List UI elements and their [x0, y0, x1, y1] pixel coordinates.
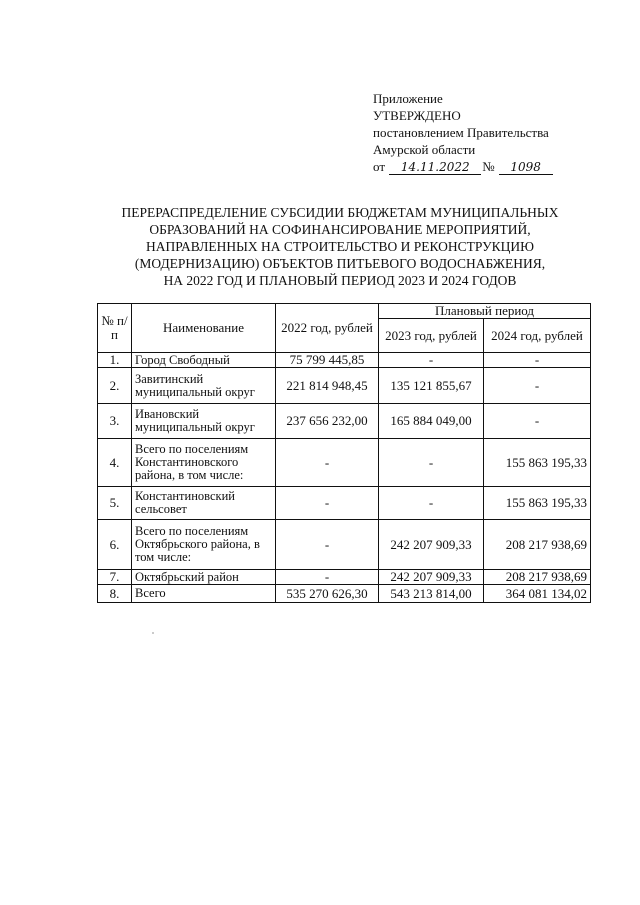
table-row	[98, 439, 591, 487]
table-row	[98, 368, 591, 404]
handwritten-date: 14.11.2022	[389, 160, 481, 175]
row-name: Ивановский муниципальный округ	[132, 404, 276, 439]
row-value-2023: 135 121 855,67	[379, 368, 484, 404]
approval-line-appendix: Приложение	[373, 91, 443, 106]
approval-block	[373, 90, 553, 175]
title-line-1: ПЕРЕРАСПРЕДЕЛЕНИЕ СУБСИДИИ БЮДЖЕТАМ МУНИЦИПАЛЬНЫХ	[121, 205, 559, 220]
row-value-2022: -	[276, 520, 379, 570]
row-num: 2.	[98, 368, 132, 404]
row-value-2023: -	[379, 353, 484, 368]
table-row	[98, 404, 591, 439]
approval-line-approved: УТВЕРЖДЕНО	[373, 108, 461, 123]
header-2022: 2022 год, рублей	[276, 304, 379, 353]
table-row	[98, 520, 591, 570]
row-num: 8.	[98, 585, 132, 603]
table-row	[98, 353, 591, 368]
row-name: Завитинский муниципальный округ	[132, 368, 276, 404]
row-num: 1.	[98, 353, 132, 368]
row-num: 4.	[98, 439, 132, 487]
row-value-2024: 208 217 938,69	[484, 520, 591, 570]
row-value-2022: -	[276, 487, 379, 520]
row-value-2024: -	[484, 368, 591, 404]
title-line-4: (МОДЕРНИЗАЦИЮ) ОБЪЕКТОВ ПИТЬЕВОГО ВОДОСНАБЖЕНИЯ,	[134, 256, 546, 271]
row-name: Город Свободный	[132, 353, 276, 368]
header-2023: 2023 год, рублей	[379, 319, 484, 353]
row-value-2024: 155 863 195,33	[484, 487, 591, 520]
document-title	[95, 204, 585, 289]
title-line-3: НАПРАВЛЕННЫХ НА СТРОИТЕЛЬСТВО И РЕКОНСТРУКЦИЮ	[145, 239, 535, 254]
row-value-2024: -	[484, 353, 591, 368]
scan-speck	[152, 632, 154, 634]
row-value-2023: -	[379, 487, 484, 520]
approval-line-resolution: постановлением Правительства	[373, 125, 549, 140]
title-line-2: ОБРАЗОВАНИЙ НА СОФИНАНСИРОВАНИЕ МЕРОПРИЯТИЙ,	[149, 222, 531, 237]
row-value-2023: -	[379, 439, 484, 487]
header-num: № п/п	[98, 304, 132, 353]
row-num: 6.	[98, 520, 132, 570]
table-row	[98, 585, 591, 603]
row-value-2024: 364 081 134,02	[484, 585, 591, 603]
handwritten-number: 1098	[499, 160, 553, 175]
row-num: 5.	[98, 487, 132, 520]
row-name: Всего по поселениям Октябрьского района, в том числе:	[132, 520, 276, 570]
row-value-2024: 155 863 195,33	[484, 439, 591, 487]
row-value-2022: 535 270 626,30	[276, 585, 379, 603]
row-value-2023: 165 884 049,00	[379, 404, 484, 439]
row-name: Константиновский сельсовет	[132, 487, 276, 520]
row-value-2024: -	[484, 404, 591, 439]
table-row	[98, 570, 591, 585]
approval-line-region: Амурской области	[373, 142, 476, 157]
row-name: Октябрьский район	[132, 570, 276, 585]
row-value-2022: 221 814 948,45	[276, 368, 379, 404]
row-value-2022: -	[276, 439, 379, 487]
row-value-2023: 242 207 909,33	[379, 520, 484, 570]
approval-date-line	[373, 158, 553, 175]
subsidy-table	[97, 303, 591, 603]
row-name: Всего	[132, 585, 276, 603]
header-2024: 2024 год, рублей	[484, 319, 591, 353]
row-name: Всего по поселениям Константиновского района, в том числе:	[132, 439, 276, 487]
title-line-5: НА 2022 ГОД И ПЛАНОВЫЙ ПЕРИОД 2023 И 2024 ГОДОВ	[163, 273, 517, 288]
row-value-2022: 237 656 232,00	[276, 404, 379, 439]
table-row	[98, 487, 591, 520]
row-num: 3.	[98, 404, 132, 439]
header-plan-period: Плановый период	[379, 304, 591, 319]
row-value-2024: 208 217 938,69	[484, 570, 591, 585]
row-value-2022: 75 799 445,85	[276, 353, 379, 368]
row-num: 7.	[98, 570, 132, 585]
row-value-2023: 543 213 814,00	[379, 585, 484, 603]
row-value-2022: -	[276, 570, 379, 585]
number-label: №	[482, 159, 495, 174]
from-label: от	[373, 159, 386, 174]
header-name: Наименование	[132, 304, 276, 353]
row-value-2023: 242 207 909,33	[379, 570, 484, 585]
